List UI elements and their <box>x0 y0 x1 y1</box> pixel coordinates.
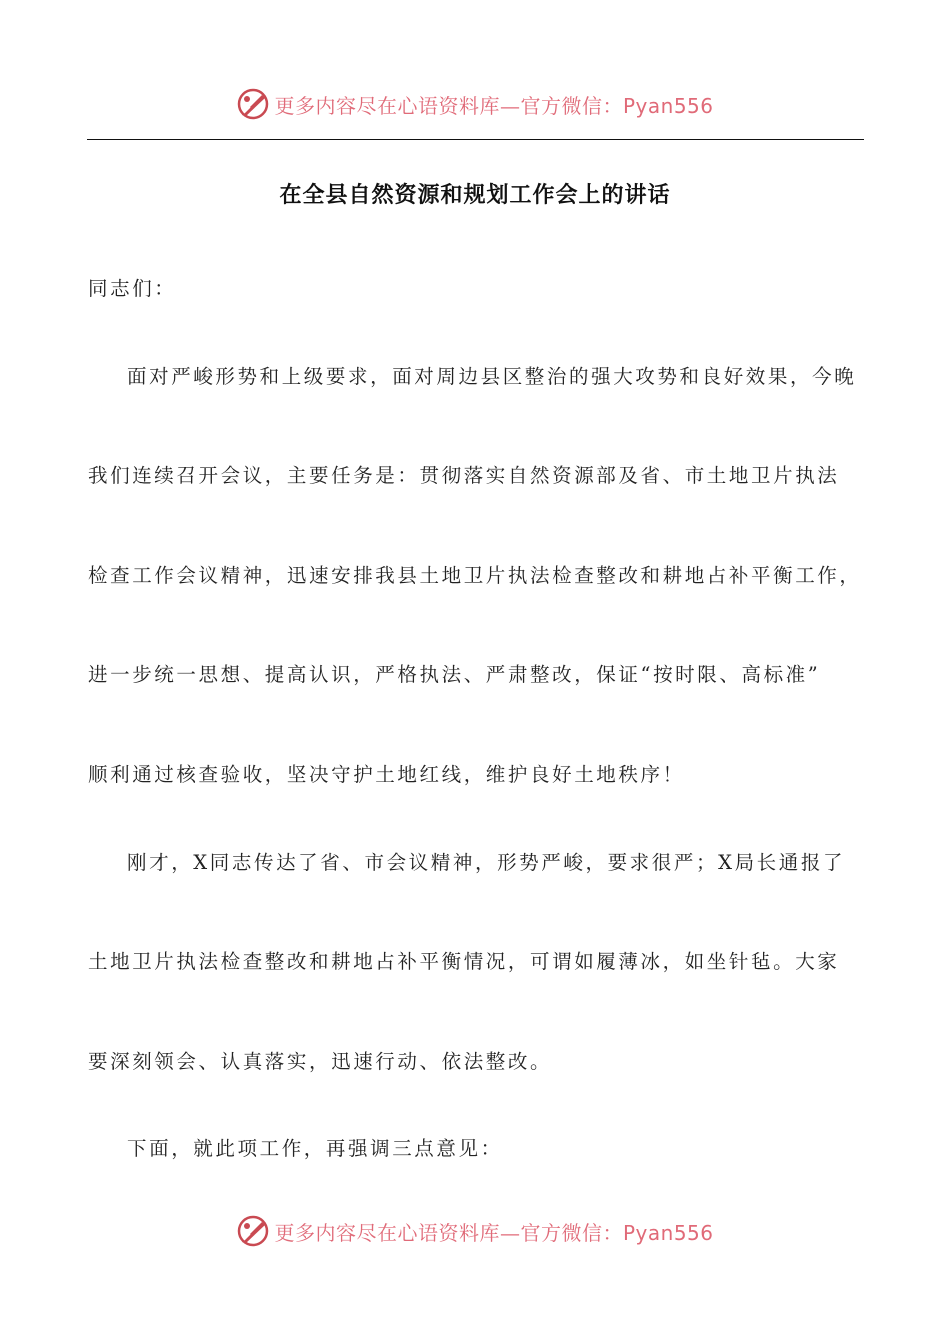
watermark-text: 更多内容尽在心语资料库—官方微信：Pyan556 <box>274 1220 714 1245</box>
paragraph-line: 面对严峻形势和上级要求，面对周边县区整治的强大攻势和良好效果，今晚 <box>127 365 857 388</box>
paragraph-line: 土地卫片执法检查整改和耕地占补平衡情况，可谓如履薄冰，如坐针毡。大家 <box>88 950 840 973</box>
paragraph-line: 下面，就此项工作，再强调三点意见： <box>127 1137 503 1160</box>
paragraph-line: 要深刻领会、认真落实，迅速行动、依法整改。 <box>88 1050 553 1073</box>
header-divider <box>87 139 864 140</box>
paragraph-line: 顺利通过核查验收，坚决守护土地红线，维护良好土地秩序！ <box>88 763 685 786</box>
quill-pen-logo-icon <box>236 1214 270 1248</box>
quill-pen-logo-icon <box>236 87 270 121</box>
header-watermark <box>0 84 950 124</box>
paragraph-line: 我们连续召开会议，主要任务是：贯彻落实自然资源部及省、市土地卫片执法 <box>88 464 840 487</box>
watermark-text: 更多内容尽在心语资料库—官方微信：Pyan556 <box>274 93 714 118</box>
paragraph-line: 进一步统一思想、提高认识，严格执法、严肃整改，保证“按时限、高标准” <box>88 663 821 686</box>
paragraph-line: 刚才，X同志传达了省、市会议精神，形势严峻，要求很严；X局长通报了 <box>127 851 846 874</box>
salutation: 同志们： <box>88 277 177 300</box>
paragraph-line: 检查工作会议精神，迅速安排我县土地卫片执法检查整改和耕地占补平衡工作， <box>88 564 862 587</box>
document-title: 在全县自然资源和规划工作会上的讲话 <box>279 183 671 208</box>
footer-watermark <box>0 1211 950 1251</box>
